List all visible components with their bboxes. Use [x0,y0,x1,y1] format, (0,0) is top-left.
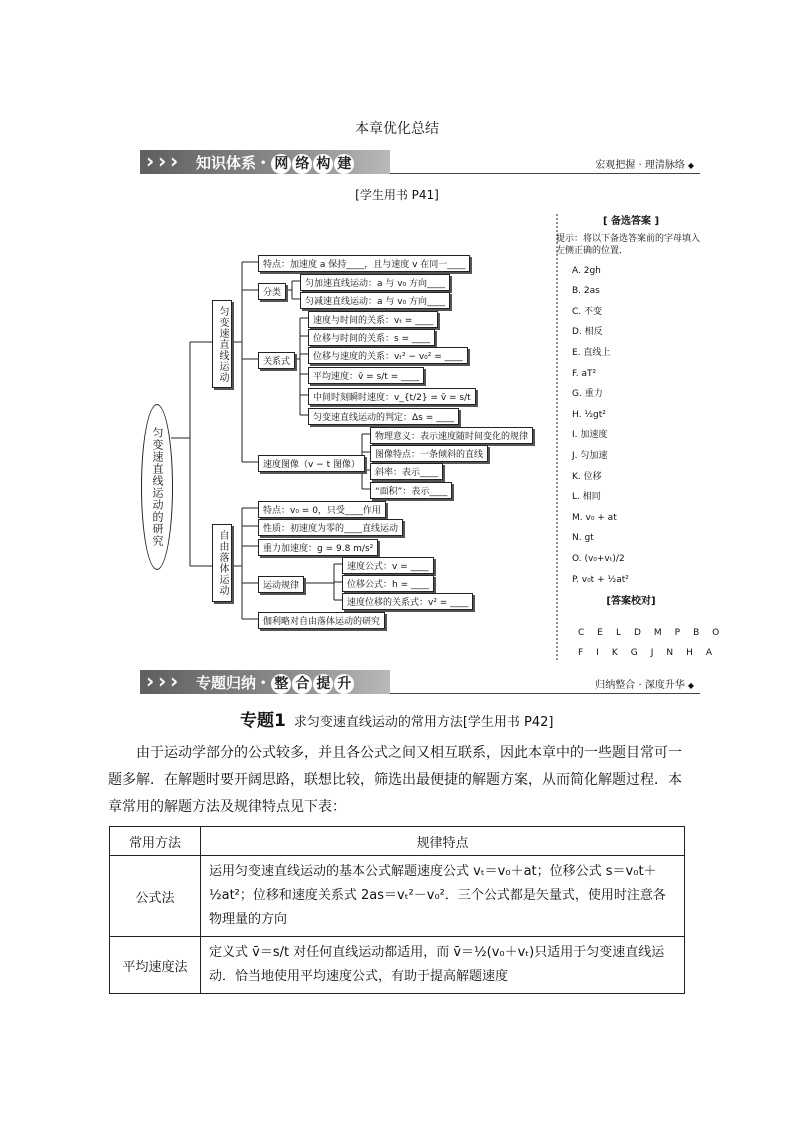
table-cell-desc: 运用匀变速直线运动的基本公式解题速度公式 vₜ＝v₀＋at；位移公式 s＝v₀t＋½at²；位移和速度关系式 2as＝vₜ²－v₀²．三个公式都是矢量式，使用时注意各物理量的方向 [201,856,685,937]
node-classify-item: 匀减速直线运动：a 与 v₀ 方向____ [300,292,450,309]
answer-option: C. 不变 [572,306,603,317]
node-relations: 关系式 [258,352,295,369]
answer-option: I. 加速度 [572,430,608,441]
diamond-icon: ◆ [687,681,694,690]
banner-char: 整 [271,674,291,694]
node-feature: 特点：加速度 a 保持____，且与速度 v 在同一____ [258,255,470,272]
banner-char: 构 [313,154,333,174]
answer-check-title: [答案校对] [606,596,656,608]
node-vt-item: 斜率：表示____ [370,463,443,480]
table-cell-method: 平均速度法 [110,937,201,994]
node-vt-item: 物理意义：表示速度随时间变化的规律 [370,427,533,444]
banner-pre: 专题归纳 [196,674,257,692]
table-row [110,856,685,937]
node-galileo: 伽利略对自由落体运动的研究 [258,612,385,629]
sidebar-hint: 提示：将以下备选答案前的字母填入左侧正确的位置． [556,233,701,256]
branch-uniform-motion: 匀变速直线运动 [212,300,232,388]
mindmap-root: 匀变速直线运动的研究 [141,404,173,570]
banner-char: 提 [313,674,333,694]
answer-key-row: CELDMPBO [578,628,733,638]
node-law-item: 位移公式：h = ____ [342,575,434,592]
banner-title: 知识体系 • 网 络 构 建 [196,152,354,174]
node-vt-item: 图像特点：一条倾斜的直线 [370,445,488,462]
node-vt-graph: 速度图像（v − t 图像） [258,455,365,472]
banner-char: 建 [334,154,354,174]
banner-char: 升 [334,674,354,694]
node-law-item: 速度位移的关系式：v² = ____ [342,593,473,610]
node-vt-item: “面积”：表示____ [370,482,452,499]
node-freefall-item: 特点：v₀ = 0，只受____作用 [258,501,386,518]
answer-key-row: FIKGJNHA [578,648,726,658]
answer-option: N. gt [572,533,594,544]
answer-option: E. 直线上 [572,347,611,358]
answer-option: F. aT² [572,368,597,379]
answer-option: H. ½gt² [572,409,606,420]
node-relation-item: 匀变速直线运动的判定：Δs = ____ [308,408,459,425]
table-header: 常用方法 [110,827,201,856]
banner-subtitle: 宏观把握 · 理清脉络 ◆ [595,160,694,171]
intro-paragraph: 由于运动学部分的公式较多，并且各公式之间又相互联系，因此本章中的一些题目常可一题多解．在解题时要开阔思路，联想比较，筛选出最便捷的解题方案，从而简化解题过程．本章常用的解题方法及规律特点见下表： [108,745,682,815]
branch-free-fall: 自由落体运动 [212,524,232,602]
chevron-right-icon: › [158,669,167,693]
section-banner-topics [140,670,700,694]
answer-option: B. 2as [572,286,600,297]
table-header: 规律特点 [201,827,685,856]
table-header-row [110,827,685,856]
answer-option: P. v₀t + ½at² [572,574,629,585]
page-title: 本章优化总结 [355,121,439,137]
answer-option: L. 相同 [572,492,601,503]
answer-option: K. 位移 [572,471,602,482]
table-cell-method: 公式法 [110,856,201,937]
chevron-right-icon: › [146,149,155,173]
node-relation-item: 平均速度：v̄ = s/t = ____ [308,367,424,384]
diamond-icon: ◆ [687,161,694,170]
banner-char: 络 [292,154,312,174]
answer-option: O. (v₀+vₜ)/2 [572,553,625,564]
answer-option: G. 重力 [572,389,603,400]
answer-sidebar [556,212,706,613]
node-relation-item: 中间时刻瞬时速度：v_{t/2} = v̄ = s/t [308,388,476,405]
topic-text: 求匀变速直线运动的常用方法[学生用书 P42] [293,715,554,730]
answer-option: J. 匀加速 [572,450,608,461]
answer-option: M. v₀ + at [572,512,617,523]
banner-char: 合 [292,674,312,694]
table-row [110,937,685,994]
chevron-right-icon: › [158,149,167,173]
node-freefall-item: 重力加速度：g = 9.8 m/s² [258,539,378,556]
banner-title: 专题归纳 • 整 合 提 升 [196,672,354,694]
answer-option: D. 相反 [572,327,603,338]
banner-rule [390,693,700,694]
sidebar-title: [ 备选答案 ] [602,216,660,227]
chevron-right-icon: › [146,669,155,693]
node-classify-item: 匀加速直线运动：a 与 v₀ 方向____ [300,274,450,291]
page-reference: [学生用书 P41] [355,188,439,202]
topic-label: 专题1 [240,711,286,731]
answer-option: A. 2gh [572,265,601,276]
node-freefall-item: 性质：初速度为零的____直线运动 [258,519,403,536]
banner-char: 网 [271,154,291,174]
methods-table [109,826,685,994]
chevron-right-icon: › [170,669,179,693]
table-cell-desc: 定义式 v̄＝s/t 对任何直线运动都适用，而 v̄＝½(v₀＋vₜ)只适用于匀变速直线运动．恰当地使用平均速度公式，有助于提高解题速度 [201,937,685,994]
node-law-item: 速度公式：v = ____ [342,557,434,574]
banner-pre: 知识体系 [196,154,257,172]
node-relation-item: 位移与速度的关系：vₜ² − v₀² = ____ [308,347,468,364]
node-classify: 分类 [258,283,286,300]
chevron-right-icon: › [170,149,179,173]
banner-subtitle: 归纳整合 · 深度升华 ◆ [595,680,694,691]
topic-heading [240,706,554,731]
node-relation-item: 位移与时间的关系：s = ____ [308,329,435,346]
node-motion-law: 运动规律 [258,576,304,593]
node-relation-item: 速度与时间的关系：vₜ = ____ [308,311,438,328]
